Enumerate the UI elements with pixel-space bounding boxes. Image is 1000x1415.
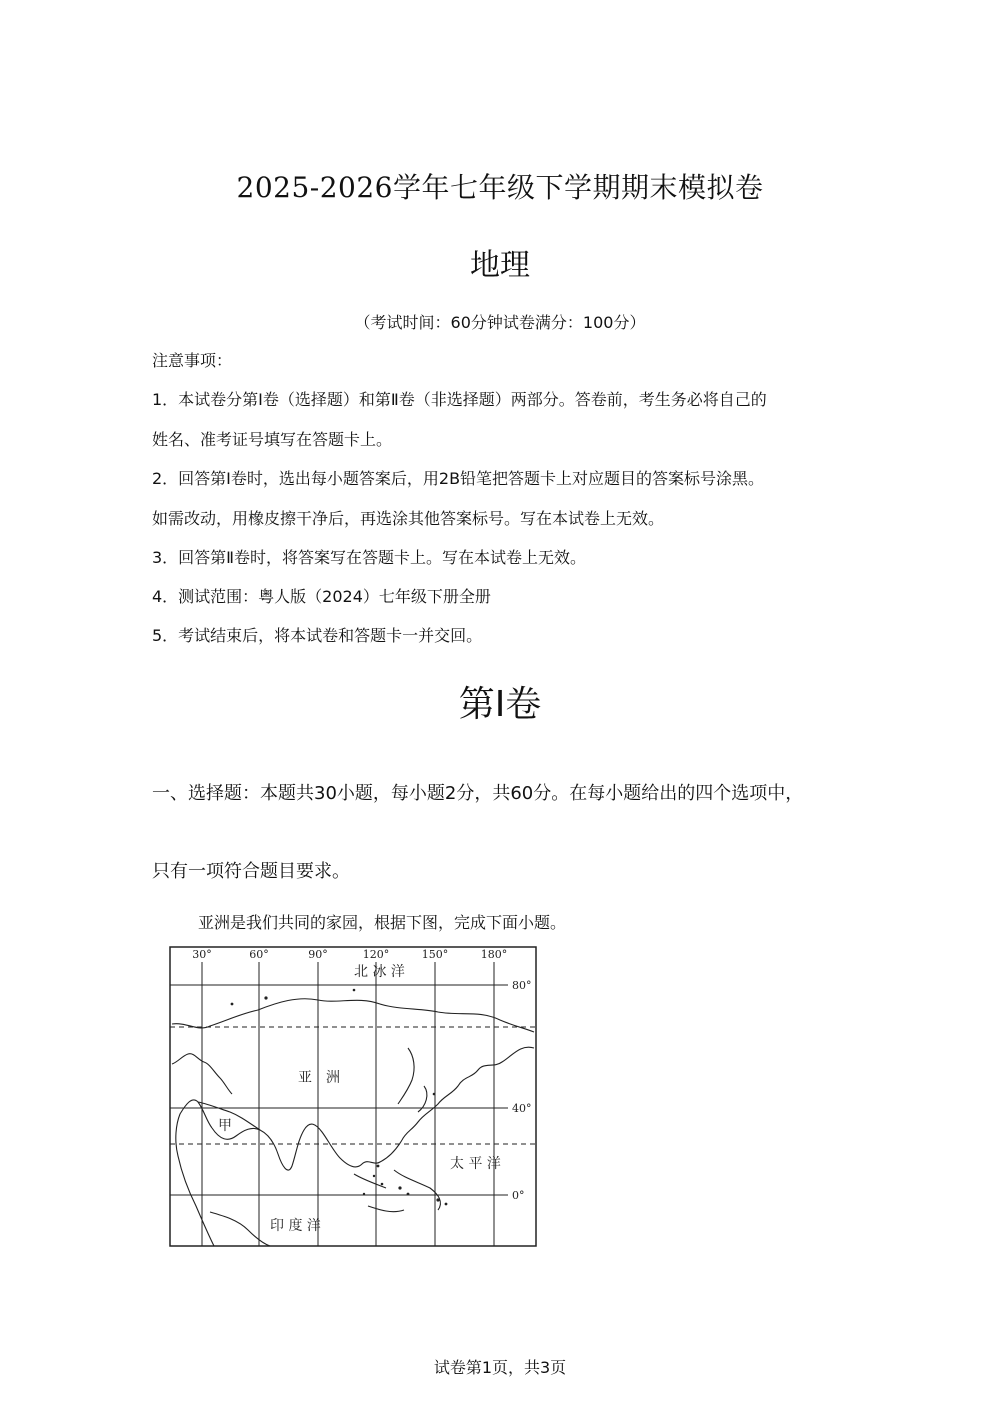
subject-title: 地理 <box>470 248 530 283</box>
lon-label: 60° <box>249 948 269 961</box>
page-footer: 试卷第1页，共3页 <box>433 1358 567 1377</box>
part-title: 第Ⅰ卷 <box>458 684 542 725</box>
note-line: 如需改动，用橡皮擦干净后，再选涂其他答案标号。写在本试卷上无效。 <box>152 509 665 528</box>
exam-title: 2025-2026学年七年级下学期期末模拟卷 <box>236 171 764 204</box>
section-instruction: 一、选择题：本题共30小题，每小题2分，共60分。在每小题给出的四个选项中， <box>152 783 804 804</box>
lon-label: 30° <box>192 948 212 961</box>
note-line: 4．测试范围：粤人版（2024）七年级下册全册 <box>152 587 491 606</box>
lat-label: 0° <box>512 1189 525 1202</box>
note-line: 3．回答第Ⅱ卷时，将答案写在答题卡上。写在本试卷上无效。 <box>152 548 587 567</box>
lon-label: 150° <box>421 948 449 961</box>
note-line: 5．考试结束后，将本试卷和答题卡一并交回。 <box>152 626 483 645</box>
question-intro: 亚洲是我们共同的家园，根据下图，完成下面小题。 <box>198 913 567 932</box>
lon-label: 120° <box>362 948 390 961</box>
lat-label: 80° <box>512 979 532 992</box>
jia-label: 甲 <box>218 1118 232 1134</box>
asia-label: 亚 洲 <box>298 1070 340 1086</box>
pacific-ocean-label: 太 平 洋 <box>450 1156 501 1172</box>
notes-heading: 注意事项： <box>152 351 233 370</box>
note-line: 2．回答第Ⅰ卷时，选出每小题答案后，用2B铅笔把答题卡上对应题目的答案标号涂黑。 <box>152 469 765 488</box>
indian-ocean-label: 印 度 洋 <box>270 1218 321 1234</box>
note-line: 姓名、准考证号填写在答题卡上。 <box>152 430 393 449</box>
arctic-ocean-label: 北 冰 洋 <box>354 964 405 980</box>
asia-map <box>168 944 538 1248</box>
section-instruction-cont: 只有一项符合题目要求。 <box>152 861 350 882</box>
lon-label: 180° <box>480 948 508 961</box>
map-frame <box>170 947 536 1246</box>
note-line: 1．本试卷分第Ⅰ卷（选择题）和第Ⅱ卷（非选择题）两部分。答卷前，考生务必将自己的 <box>152 390 767 409</box>
lon-label: 90° <box>308 948 328 961</box>
lat-label: 40° <box>512 1102 532 1115</box>
exam-info: （考试时间：60分钟试卷满分：100分） <box>354 313 646 332</box>
